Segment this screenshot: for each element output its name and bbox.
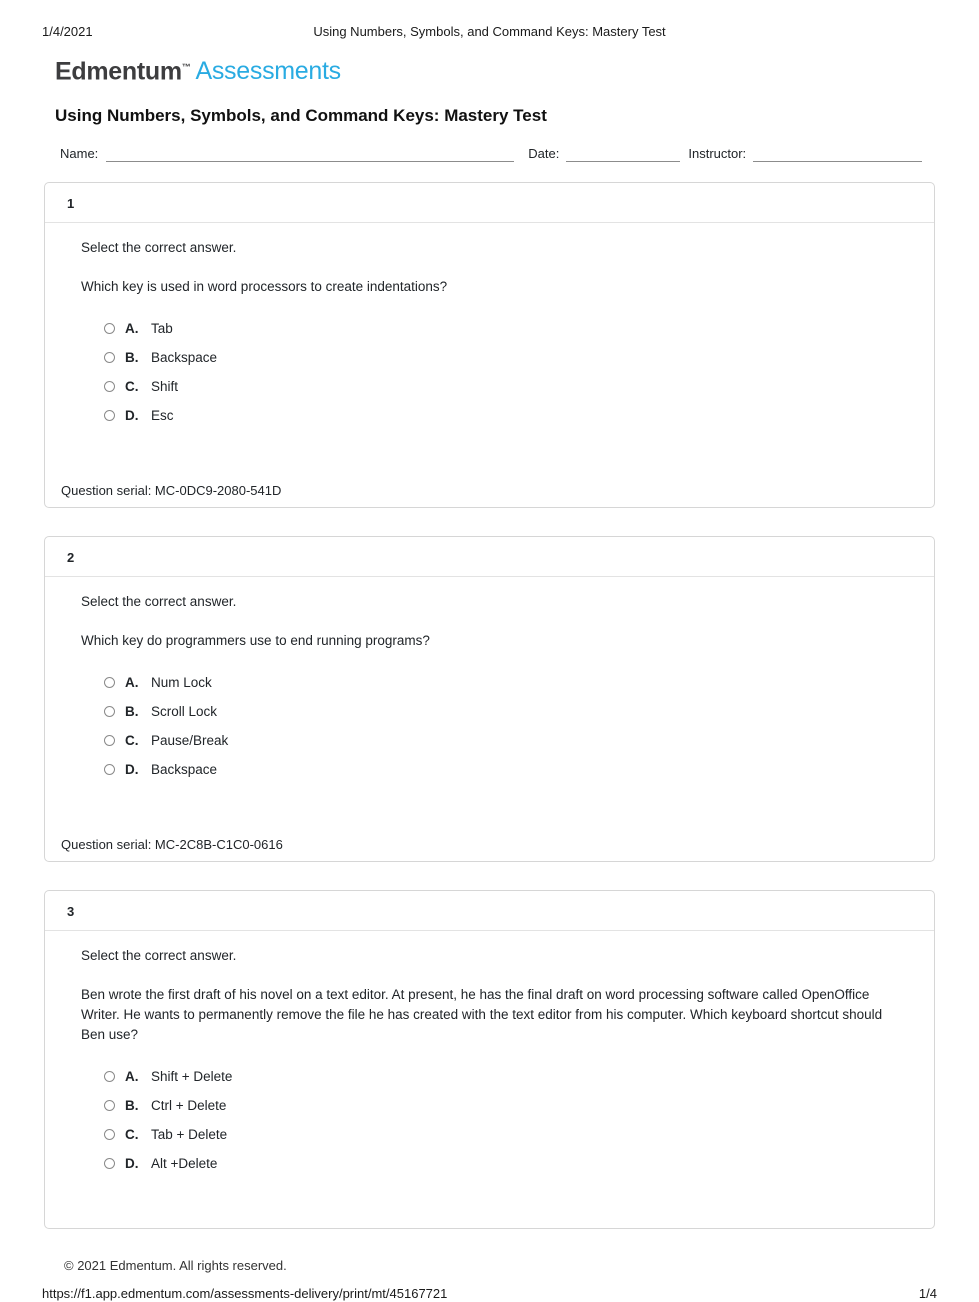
radio-button-icon[interactable] [104,706,115,717]
option-letter: C. [125,379,139,395]
option-text: Esc [151,408,174,424]
answer-option[interactable] [104,349,898,366]
radio-button-icon[interactable] [104,410,115,421]
option-letter: C. [125,1127,139,1143]
trademark-symbol: ™ [181,62,191,72]
date-label: Date: [528,146,560,162]
question-number: 2 [45,537,934,577]
option-text: Shift + Delete [151,1069,233,1085]
question-body [45,577,934,778]
option-letter: A. [125,321,139,337]
answer-option[interactable] [104,761,898,778]
radio-button-icon[interactable] [104,677,115,688]
copyright-text: © 2021 Edmentum. All rights reserved. [64,1258,287,1274]
question-body [45,931,934,1172]
question-serial: Question serial: MC-0DC9-2080-541D [61,483,282,499]
question-card [44,536,935,862]
option-letter: A. [125,1069,139,1085]
logo-product: Assessments [195,57,341,86]
name-label: Name: [60,146,99,162]
question-instruction: Select the correct answer. [81,240,237,256]
print-header [0,0,979,44]
instructor-label: Instructor: [688,146,747,162]
question-card [44,182,935,508]
question-card [44,890,935,1229]
radio-button-icon[interactable] [104,1100,115,1111]
option-text: Backspace [151,762,218,778]
logo-brand: Edmentum [55,57,182,86]
answer-option[interactable] [104,378,898,395]
answer-option[interactable] [104,1126,898,1143]
instructor-blank-line [753,147,922,162]
question-serial: Question serial: MC-2C8B-C1C0-0616 [61,837,283,853]
answer-option[interactable] [104,320,898,337]
print-header-title: Using Numbers, Symbols, and Command Keys: Mastery Test [313,24,666,39]
answer-option[interactable] [104,407,898,424]
radio-button-icon[interactable] [104,381,115,392]
radio-button-icon[interactable] [104,764,115,775]
radio-button-icon[interactable] [104,1129,115,1140]
answer-option[interactable] [104,674,898,691]
option-text: Shift [151,379,179,395]
answer-option[interactable] [104,1097,898,1114]
radio-button-icon[interactable] [104,735,115,746]
answer-option[interactable] [104,703,898,720]
option-letter: B. [125,704,139,720]
question-number: 3 [45,891,934,931]
options-list [81,1068,898,1172]
radio-button-icon[interactable] [104,323,115,334]
question-prompt: Which key do programmers use to end running programs? [81,633,430,649]
print-header-date: 1/4/2021 [42,24,93,39]
option-text: Pause/Break [151,733,229,749]
student-info-row [60,146,922,162]
page-number: 1/4 [918,1286,937,1302]
option-text: Num Lock [151,675,212,691]
question-prompt: Which key is used in word processors to create indentations? [81,279,448,295]
questions-list [0,162,979,1229]
option-text: Tab [151,321,173,337]
option-text: Ctrl + Delete [151,1098,227,1114]
question-instruction: Select the correct answer. [81,948,237,964]
radio-button-icon[interactable] [104,352,115,363]
option-letter: A. [125,675,139,691]
name-blank-line [106,147,514,162]
radio-button-icon[interactable] [104,1158,115,1169]
option-letter: B. [125,1098,139,1114]
radio-button-icon[interactable] [104,1071,115,1082]
question-prompt: Ben wrote the first draft of his novel on a text editor. At present, he has the final draft on word processing software called OpenOffice Writer. He wants to permanently remove the file he has created with the text editor from his computer. Which keyboard shortcut should Ben use? [81,987,883,1043]
option-letter: D. [125,762,139,778]
date-blank-line [566,147,680,162]
print-footer [42,1285,937,1302]
option-text: Tab + Delete [151,1127,228,1143]
option-letter: D. [125,408,139,424]
option-letter: D. [125,1156,139,1172]
footer-url: https://f1.app.edmentum.com/assessments-delivery/print/mt/45167721 [42,1286,448,1302]
options-list [81,320,898,424]
answer-option[interactable] [104,1155,898,1172]
question-number: 1 [45,183,934,223]
question-instruction: Select the correct answer. [81,594,237,610]
answer-option[interactable] [104,1068,898,1085]
option-letter: B. [125,350,139,366]
edmentum-logo [55,53,979,86]
options-list [81,674,898,778]
option-text: Backspace [151,350,218,366]
page-title: Using Numbers, Symbols, and Command Keys: Mastery Test [55,106,547,126]
option-text: Scroll Lock [151,704,218,720]
question-serial [45,1184,934,1228]
question-body [45,223,934,424]
option-text: Alt +Delete [151,1156,218,1172]
option-letter: C. [125,733,139,749]
answer-option[interactable] [104,732,898,749]
